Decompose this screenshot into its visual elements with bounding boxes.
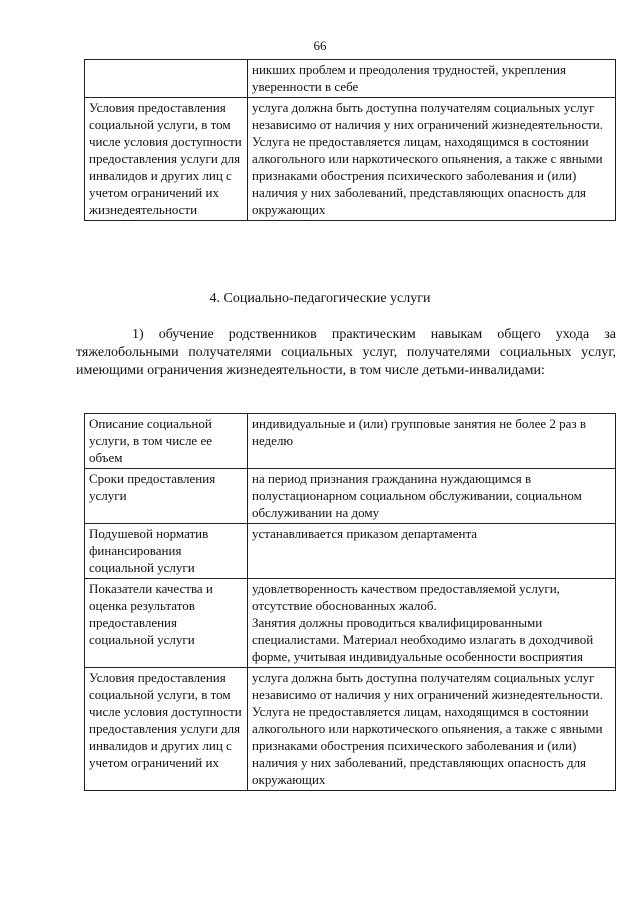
content-paragraph: Занятия должны проводиться квалифицированными специалистами. Материал необходимо излагать в доходчивой форме, учитывая индивидуальные особенности восприятия [252,615,594,664]
bottom-table [84,413,616,791]
row-content [248,668,616,791]
body-paragraph: 1) обучение родственников практическим навыкам общего ухода за тяжелобольными получателями социальных услуг, получателями социальных услуг, имеющими ограничения жизнедеятельности, в том числе детьми-инвалидами: [76,327,616,378]
row-label: Условия предоставления социальной услуги, в том числе условия доступности предоставления услуги для инвалидов и других лиц с учетом ограничений их [85,668,248,791]
row-content [248,579,616,668]
row-content [248,98,616,221]
content-paragraph: устанавливается приказом департамента [252,526,478,541]
page-number: 66 [313,38,327,53]
row-content [248,469,616,524]
row-label: Условия предоставления социальной услуги, в том числе условия доступности предоставления услуги для инвалидов и других лиц с учетом ограничений их жизнедеятельности [85,98,248,221]
top-table [84,59,616,221]
table-row [85,469,616,524]
content-paragraph: Услуга не предоставляется лицам, находящимся в состоянии алкогольного или наркотического опьянения, а также с явными признаками обострения психического заболевания и (или) наличия у них заболеваний, представляющих опасность для окружающих [252,134,603,217]
content-paragraph: на период признания гражданина нуждающимся в полустационарном социальном обслуживании, социальном обслуживании на дому [252,471,582,520]
table-row [85,414,616,469]
row-label: Сроки предоставления услуги [85,469,248,524]
row-content [248,524,616,579]
section-heading: 4. Социально-педагогические услуги [209,291,431,306]
table-row [85,98,616,221]
content-paragraph: услуга должна быть доступна получателям социальных услуг независимо от наличия у них ограничений жизнедеятельности. [252,100,604,132]
table-row [85,524,616,579]
row-label: Показатели качества и оценка результатов предоставления социальной услуги [85,579,248,668]
row-label: Описание социальной услуги, в том числе ее объем [85,414,248,469]
table-row [85,668,616,791]
row-label [85,60,248,98]
row-content [248,60,616,98]
table-row [85,579,616,668]
row-content [248,414,616,469]
content-paragraph: индивидуальные и (или) групповые занятия не более 2 раз в неделю [252,416,586,448]
content-paragraph: удовлетворенность качеством предоставляемой услуги, отсутствие обоснованных жалоб. [252,581,560,613]
table-row [85,60,616,98]
content-paragraph: Услуга не предоставляется лицам, находящимся в состоянии алкогольного или наркотического опьянения, а также с явными признаками обострения психического заболевания и (или) наличия у них заболеваний, представляющих опасность для окружающих [252,704,603,787]
content-paragraph: услуга должна быть доступна получателям социальных услуг независимо от наличия у них ограничений жизнедеятельности. [252,670,604,702]
content-paragraph: никших проблем и преодоления трудностей, укрепления уверенности в себе [252,62,566,94]
row-label: Подушевой норматив финансирования социальной услуги [85,524,248,579]
